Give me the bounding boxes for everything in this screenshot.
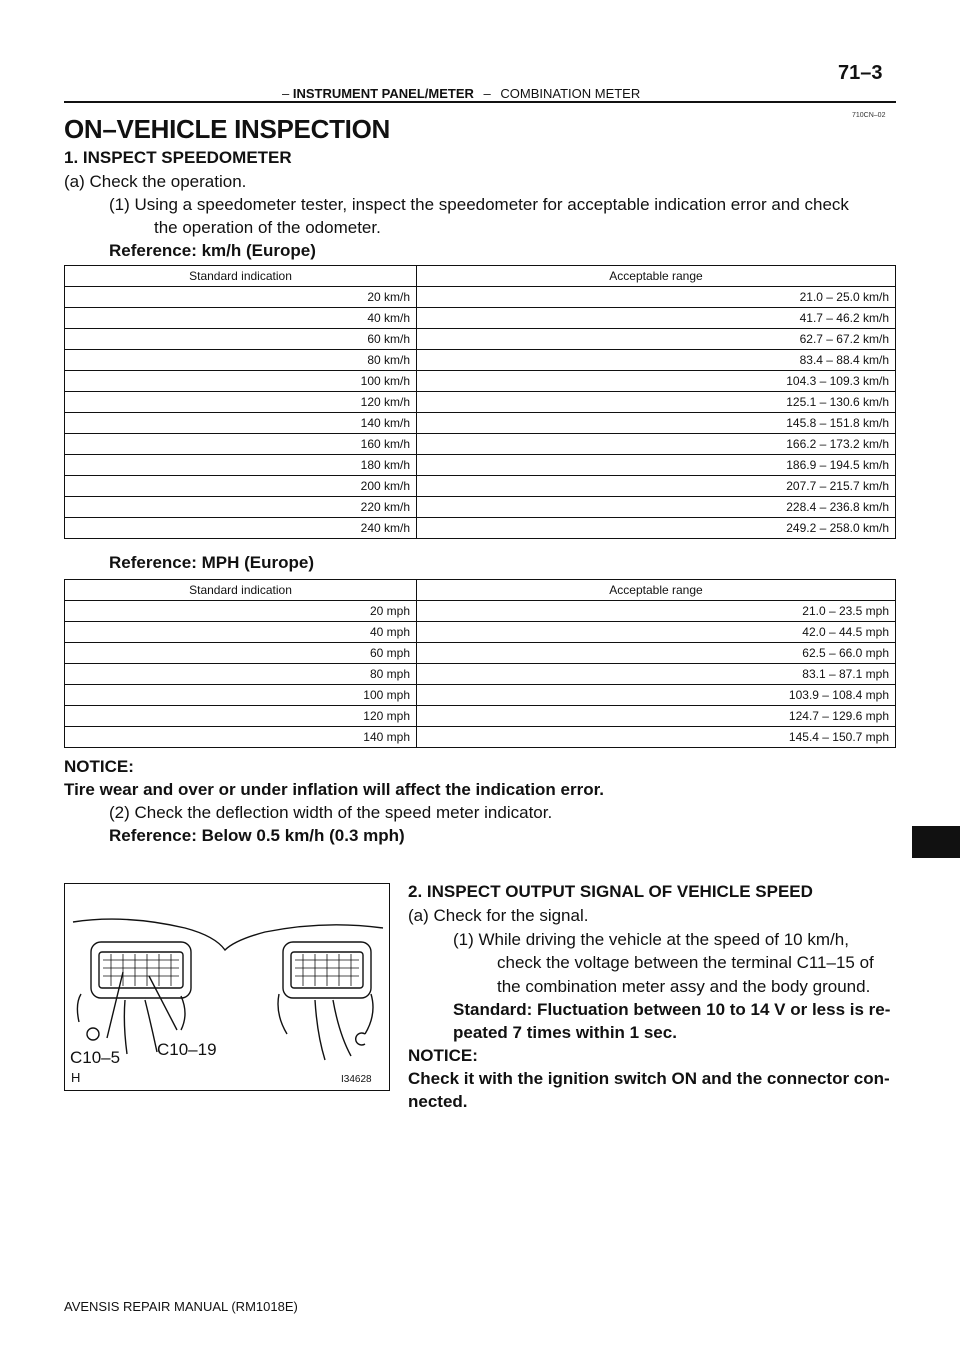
header-rule [64,101,896,103]
standard-indication-cell: 60 mph [65,643,417,664]
table-row [65,518,896,539]
table-row [65,706,896,727]
acceptable-range-cell: 145.8 – 151.8 km/h [417,413,896,434]
acceptable-range-cell: 41.7 – 46.2 km/h [417,308,896,329]
header-subsection: COMBINATION METER [500,86,641,101]
table-row [65,601,896,622]
leader-c10-19 [149,976,177,1030]
standard-indication-cell: 100 km/h [65,371,417,392]
notice1-text: Tire wear and over or under inflation will affect the indication error. [64,780,605,799]
acceptable-range-cell: 104.3 – 109.3 km/h [417,371,896,392]
acceptable-range-cell: 166.2 – 173.2 km/h [417,434,896,455]
standard-indication-cell: 240 km/h [65,518,417,539]
right-connector-pins [295,954,359,986]
acceptable-range-cell: 42.0 – 44.5 mph [417,622,896,643]
header-section: INSTRUMENT PANEL/METER [292,86,474,101]
standard-line1: Standard: Fluctuation between 10 to 14 V or less is re- [453,1000,891,1019]
standard-indication-cell: 120 km/h [65,392,417,413]
step2-a1-line1: (1) While driving the vehicle at the speed of 10 km/h, [453,930,849,949]
running-header: – INSTRUMENT PANEL/METER – COMBINATION METER [282,86,641,101]
page-number: 71–3 [838,62,883,84]
header-acceptable-range: Acceptable range [417,266,896,287]
step2-heading: 2. INSPECT OUTPUT SIGNAL OF VEHICLE SPEED [408,882,813,901]
acceptable-range-cell: 125.1 – 130.6 km/h [417,392,896,413]
table-row [65,329,896,350]
standard-indication-cell: 80 mph [65,664,417,685]
standard-indication-cell: 40 mph [65,622,417,643]
header-separator: – [483,86,491,101]
step1-a: (a) Check the operation. [64,172,247,191]
label-h: H [71,1070,81,1085]
table-row [65,308,896,329]
acceptable-range-cell: 249.2 – 258.0 km/h [417,518,896,539]
step2-a1-line2: check the voltage between the terminal C11–15 of [497,953,874,972]
standard-indication-cell: 80 km/h [65,350,417,371]
acceptable-range-cell: 62.7 – 67.2 km/h [417,329,896,350]
label-c10-5: C10–5 [70,1048,121,1067]
table-header-row [65,266,896,287]
left-wire-harness [124,1000,157,1054]
page-title: ON–VEHICLE INSPECTION [64,114,390,144]
acceptable-range-cell: 186.9 – 194.5 km/h [417,455,896,476]
acceptable-range-cell: 145.4 – 150.7 mph [417,727,896,748]
acceptable-range-cell: 21.0 – 25.0 km/h [417,287,896,308]
notice2-line1: Check it with the ignition switch ON and the connector con- [408,1069,890,1088]
deflection-reference: Reference: Below 0.5 km/h (0.3 mph) [109,826,405,845]
standard-indication-cell: 100 mph [65,685,417,706]
standard-indication-cell: 40 km/h [65,308,417,329]
header-standard-indication: Standard indication [65,266,417,287]
table-row [65,497,896,518]
standard-indication-cell: 60 km/h [65,329,417,350]
standard-indication-cell: 220 km/h [65,497,417,518]
standard-indication-cell: 140 km/h [65,413,417,434]
step1-a1-line1: (1) Using a speedometer tester, inspect the speedometer for acceptable indication error and check [109,195,849,214]
document-code: 710CN–02 [852,112,886,119]
step2-a: (a) Check for the signal. [408,906,589,925]
step2-a1-line3: the combination meter assy and the body ground. [497,977,871,996]
standard-indication-cell: 200 km/h [65,476,417,497]
table-row [65,434,896,455]
standard-indication-cell: 180 km/h [65,455,417,476]
step1-heading: 1. INSPECT SPEEDOMETER [64,148,292,167]
notice2-label: NOTICE: [408,1046,478,1065]
acceptable-range-cell: 83.1 – 87.1 mph [417,664,896,685]
table-row [65,476,896,497]
notice2-line2: nected. [408,1092,468,1111]
standard-indication-cell: 20 km/h [65,287,417,308]
standard-indication-cell: 160 km/h [65,434,417,455]
right-wire-harness [315,1000,351,1060]
table-mph [64,579,896,748]
acceptable-range-cell: 124.7 – 129.6 mph [417,706,896,727]
table-row [65,643,896,664]
standard-indication-cell: 140 mph [65,727,417,748]
standard-line2: peated 7 times within 1 sec. [453,1023,677,1042]
standard-indication-cell: 20 mph [65,601,417,622]
step1-a2: (2) Check the deflection width of the speed meter indicator. [109,803,553,822]
table-row [65,350,896,371]
left-connector-face [99,952,183,988]
notice1-label: NOTICE: [64,757,134,776]
connector-figure [64,883,390,1091]
right-mount-hole [356,1033,365,1045]
acceptable-range-cell: 62.5 – 66.0 mph [417,643,896,664]
table-header-row [65,580,896,601]
left-connector-pins [103,954,179,986]
left-mount-hole [87,1028,99,1040]
acceptable-range-cell: 83.4 – 88.4 km/h [417,350,896,371]
table-row [65,392,896,413]
right-wire-loop [278,994,373,1034]
table-row [65,685,896,706]
label-c10-19: C10–19 [157,1040,217,1059]
section-tab-marker [912,826,960,858]
standard-indication-cell: 120 mph [65,706,417,727]
footer-manual-id: AVENSIS REPAIR MANUAL (RM1018E) [64,1299,298,1314]
table-kmh-caption: Reference: km/h (Europe) [109,241,316,260]
table-row [65,455,896,476]
acceptable-range-cell: 207.7 – 215.7 km/h [417,476,896,497]
table-kmh [64,265,896,539]
acceptable-range-cell: 103.9 – 108.4 mph [417,685,896,706]
header-standard-indication: Standard indication [65,580,417,601]
left-wire-loop [77,994,185,1030]
leader-c10-5 [107,972,123,1038]
left-connector-body [91,942,191,998]
acceptable-range-cell: 21.0 – 23.5 mph [417,601,896,622]
panel-edge-line [73,919,383,950]
table-row [65,664,896,685]
table-row [65,413,896,434]
table-row [65,727,896,748]
figure-id: I34628 [341,1074,372,1085]
table-row [65,622,896,643]
step1-a1-line2: the operation of the odometer. [154,218,381,237]
header-acceptable-range: Acceptable range [417,580,896,601]
table-row [65,371,896,392]
table-row [65,287,896,308]
table-mph-caption: Reference: MPH (Europe) [109,553,314,572]
acceptable-range-cell: 228.4 – 236.8 km/h [417,497,896,518]
